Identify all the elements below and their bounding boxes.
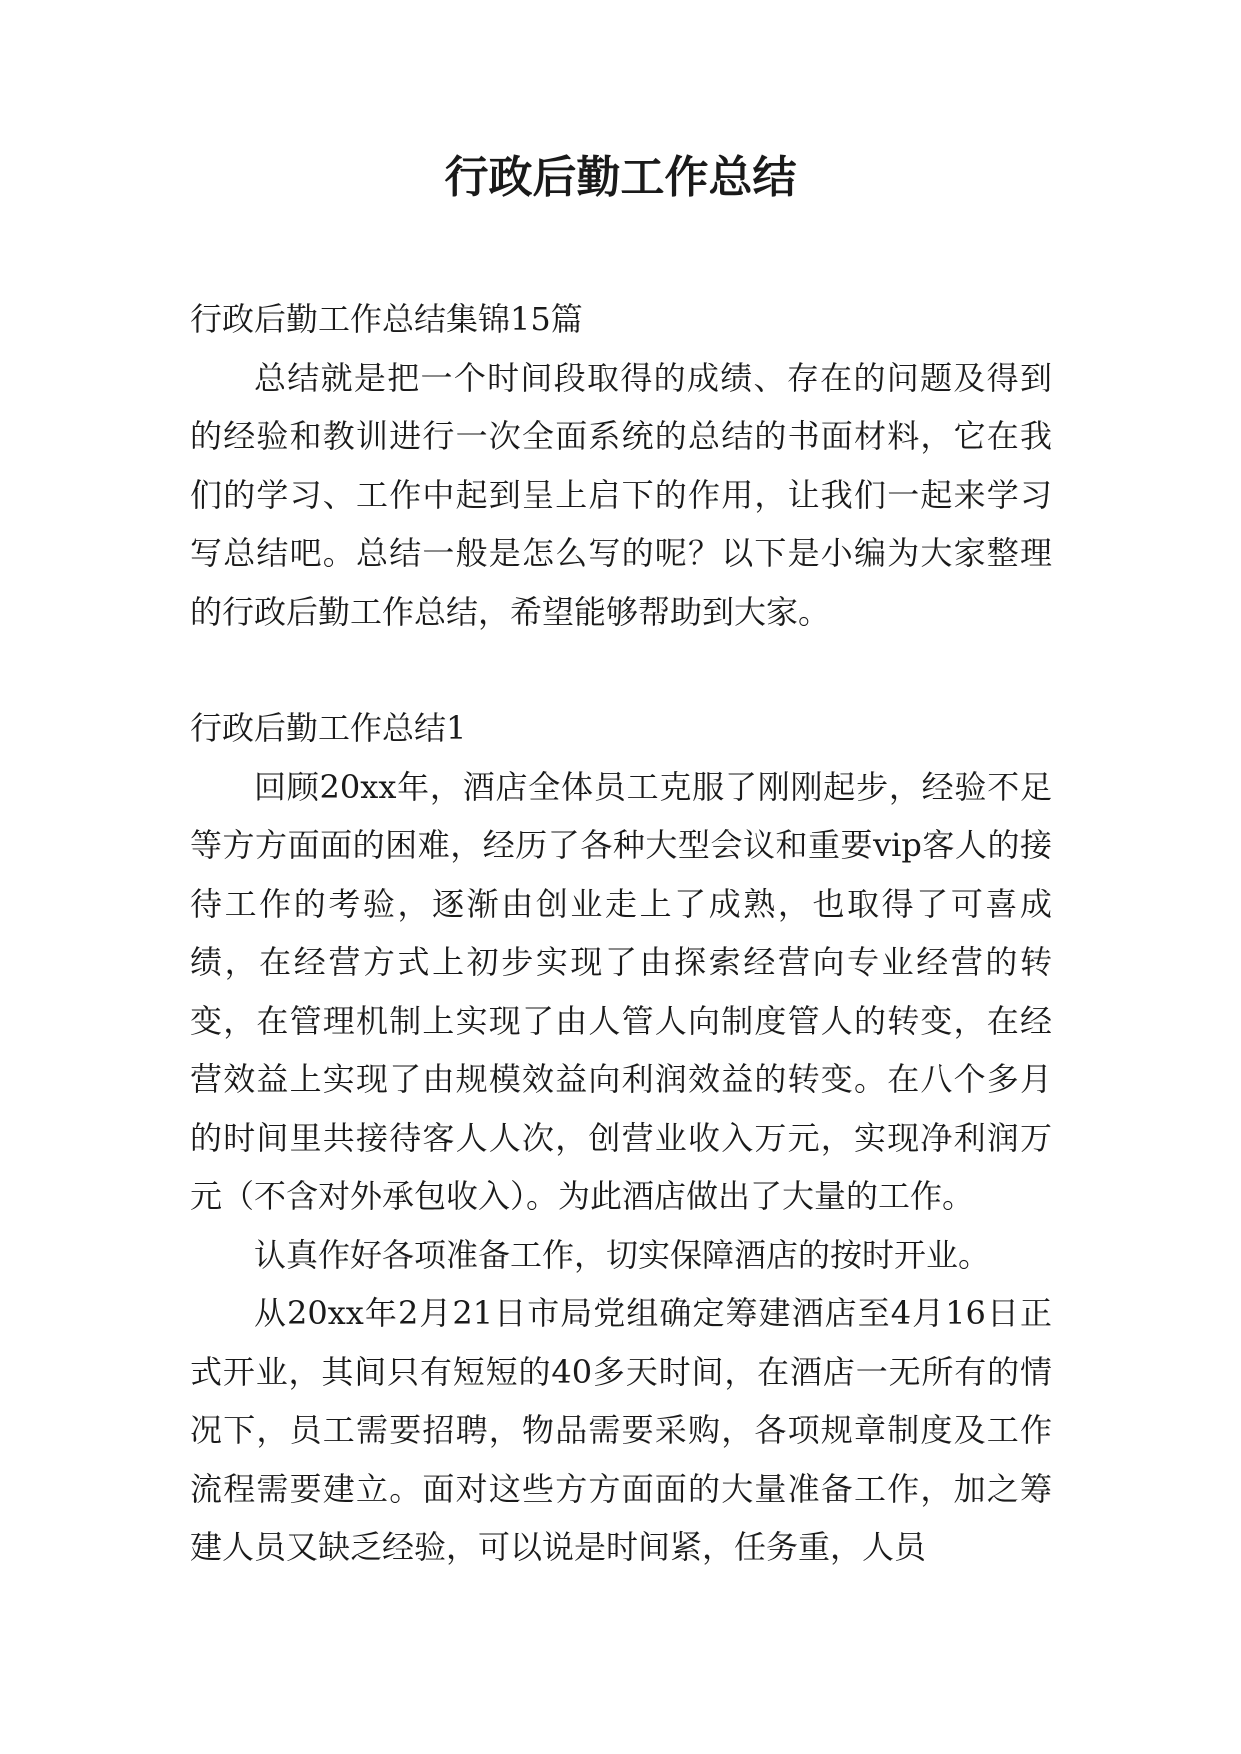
document-title: 行政后勤工作总结 bbox=[444, 152, 797, 203]
document-subtitle: 行政后勤工作总结集锦15篇 bbox=[190, 300, 583, 338]
section-spacer bbox=[190, 641, 1052, 699]
body-paragraph: 从20xx年2月21日市局党组确定筹建酒店至4月16日正式开业，其间只有短短的40多天时间，在酒店一无所有的情况下，员工需要招聘，物品需要采购，各项规章制度及工作流程需要建立。面对这些方方面面的大量准备工作，加之筹建人员又缺乏经验，可以说是时间紧，任务重，人员 bbox=[190, 1294, 1052, 1566]
document-body bbox=[190, 290, 1052, 1577]
body-paragraph: 回顾20xx年，酒店全体员工克服了刚刚起步，经验不足等方方面面的困难，经历了各种大型会议和重要vip客人的接待工作的考验，逐渐由创业走上了成熟，也取得了可喜成绩，在经营方式上初步实现了由探索经营向专业经营的转变，在管理机制上实现了由人管人向制度管人的转变，在经营效益上实现了由规模效益向利润效益的转变。在八个多月的时间里共接待客人人次，创营业收入万元，实现净利润万元（不含对外承包收入）。为此酒店做出了大量的工作。 bbox=[190, 767, 1052, 1215]
intro-paragraph: 总结就是把一个时间段取得的成绩、存在的问题及得到的经验和教训进行一次全面系统的总结的书面材料，它在我们的学习、工作中起到呈上启下的作用，让我们一起来学习写总结吧。总结一般是怎么写的呢？以下是小编为大家整理的行政后勤工作总结，希望能够帮助到大家。 bbox=[190, 358, 1052, 631]
section-heading: 行政后勤工作总结1 bbox=[190, 709, 467, 747]
body-paragraph: 认真作好各项准备工作，切实保障酒店的按时开业。 bbox=[254, 1235, 991, 1274]
